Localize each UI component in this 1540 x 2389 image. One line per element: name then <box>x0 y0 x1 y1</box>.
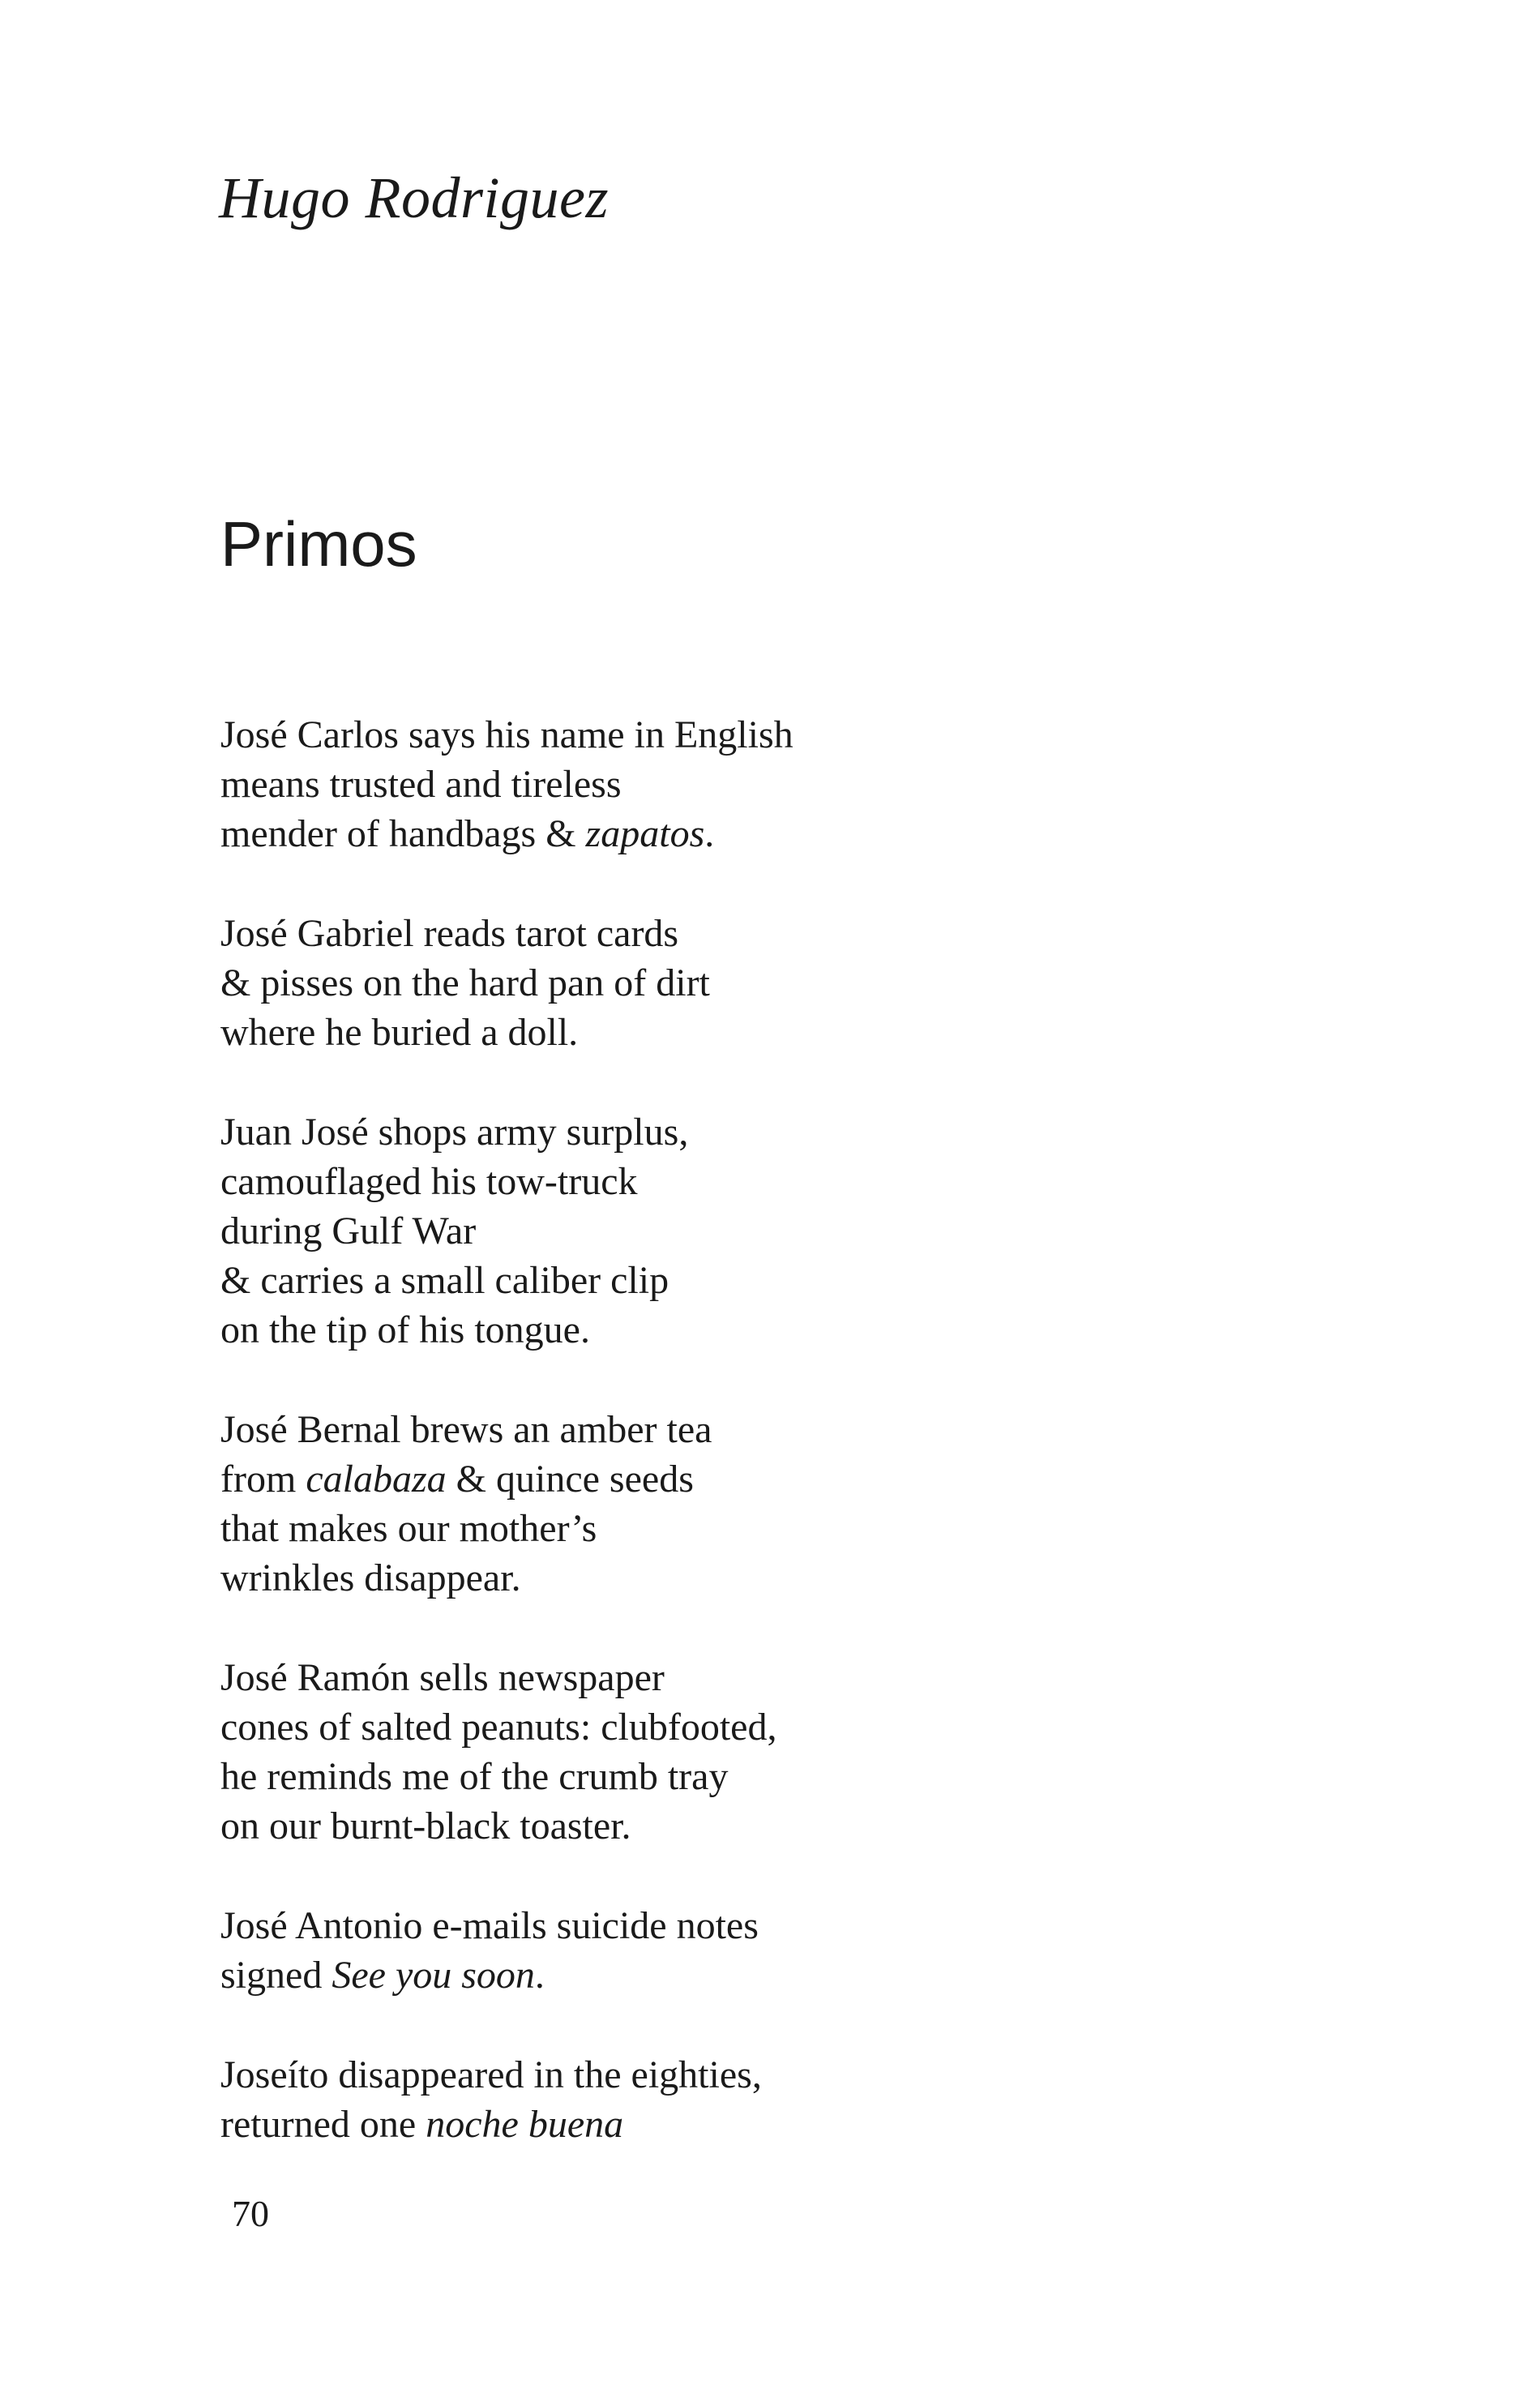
poem-line <box>220 1752 1274 1801</box>
poem-line <box>220 1950 1274 2000</box>
line-text: & quince seeds <box>446 1458 694 1501</box>
line-text: José Antonio e-mails suicide notes <box>220 1904 759 1947</box>
poem-body <box>220 710 1274 2199</box>
poem-line <box>220 909 1274 958</box>
poem-line <box>220 760 1274 809</box>
poem-line <box>220 1702 1274 1752</box>
poem-stanza <box>220 2050 1274 2149</box>
line-text: from <box>220 1458 306 1501</box>
poem-line <box>220 2100 1274 2149</box>
poem-line <box>220 1553 1274 1603</box>
author-name: Hugo Rodriguez <box>219 165 609 230</box>
poem-line <box>220 1901 1274 1950</box>
line-text: that makes our mother’s <box>220 1507 597 1550</box>
italic-text: noche buena <box>426 2103 624 2146</box>
line-text: & pisses on the hard pan of dirt <box>220 961 710 1004</box>
poem-stanza <box>220 1405 1274 1603</box>
line-text: on our burnt-black toaster. <box>220 1805 631 1847</box>
poem-line <box>220 1305 1274 1355</box>
line-text: José Carlos says his name in English <box>220 713 794 756</box>
line-text: cones of salted peanuts: clubfooted, <box>220 1706 777 1749</box>
poem-line <box>220 1107 1274 1157</box>
line-text: & carries a small caliber clip <box>220 1259 669 1302</box>
line-text: wrinkles disappear. <box>220 1556 521 1599</box>
poem-line <box>220 1454 1274 1504</box>
poem-stanza <box>220 710 1274 858</box>
poem-line <box>220 1801 1274 1851</box>
poem-line <box>220 958 1274 1008</box>
line-text: where he buried a doll. <box>220 1011 579 1054</box>
line-text: means trusted and tireless <box>220 763 622 806</box>
line-text: . <box>534 1954 545 1997</box>
line-text: he reminds me of the crumb tray <box>220 1755 729 1798</box>
line-text: on the tip of his tongue. <box>220 1308 590 1351</box>
italic-text: calabaza <box>306 1458 447 1501</box>
page-number: 70 <box>232 2193 269 2234</box>
poem-line <box>220 1206 1274 1256</box>
line-text: Joseíto disappeared in the eighties, <box>220 2053 762 2096</box>
line-text: . <box>704 812 715 855</box>
poem-line <box>220 2050 1274 2100</box>
poem-line <box>220 1405 1274 1454</box>
italic-text: See you soon <box>332 1954 535 1997</box>
line-text: signed <box>220 1954 332 1997</box>
poem-stanza <box>220 1107 1274 1355</box>
poem-line <box>220 1504 1274 1553</box>
line-text: during Gulf War <box>220 1209 477 1252</box>
poem-line <box>220 1157 1274 1206</box>
line-text: José Bernal brews an amber tea <box>220 1408 712 1451</box>
poem-stanza <box>220 909 1274 1057</box>
poem-line <box>220 1008 1274 1057</box>
italic-text: zapatos <box>585 812 705 855</box>
poem-line <box>220 1653 1274 1702</box>
poem-stanza <box>220 1653 1274 1851</box>
line-text: camouflaged his tow-truck <box>220 1160 638 1203</box>
poem-line <box>220 1256 1274 1305</box>
line-text: mender of handbags & <box>220 812 586 855</box>
poem-line <box>220 710 1274 760</box>
line-text: Juan José shops army surplus, <box>220 1111 689 1154</box>
poem-title: Primos <box>220 508 417 580</box>
poem-stanza <box>220 1901 1274 2000</box>
line-text: José Ramón sells newspaper <box>220 1656 665 1699</box>
line-text: José Gabriel reads tarot cards <box>220 912 679 955</box>
poem-line <box>220 809 1274 858</box>
line-text: returned one <box>220 2103 426 2146</box>
